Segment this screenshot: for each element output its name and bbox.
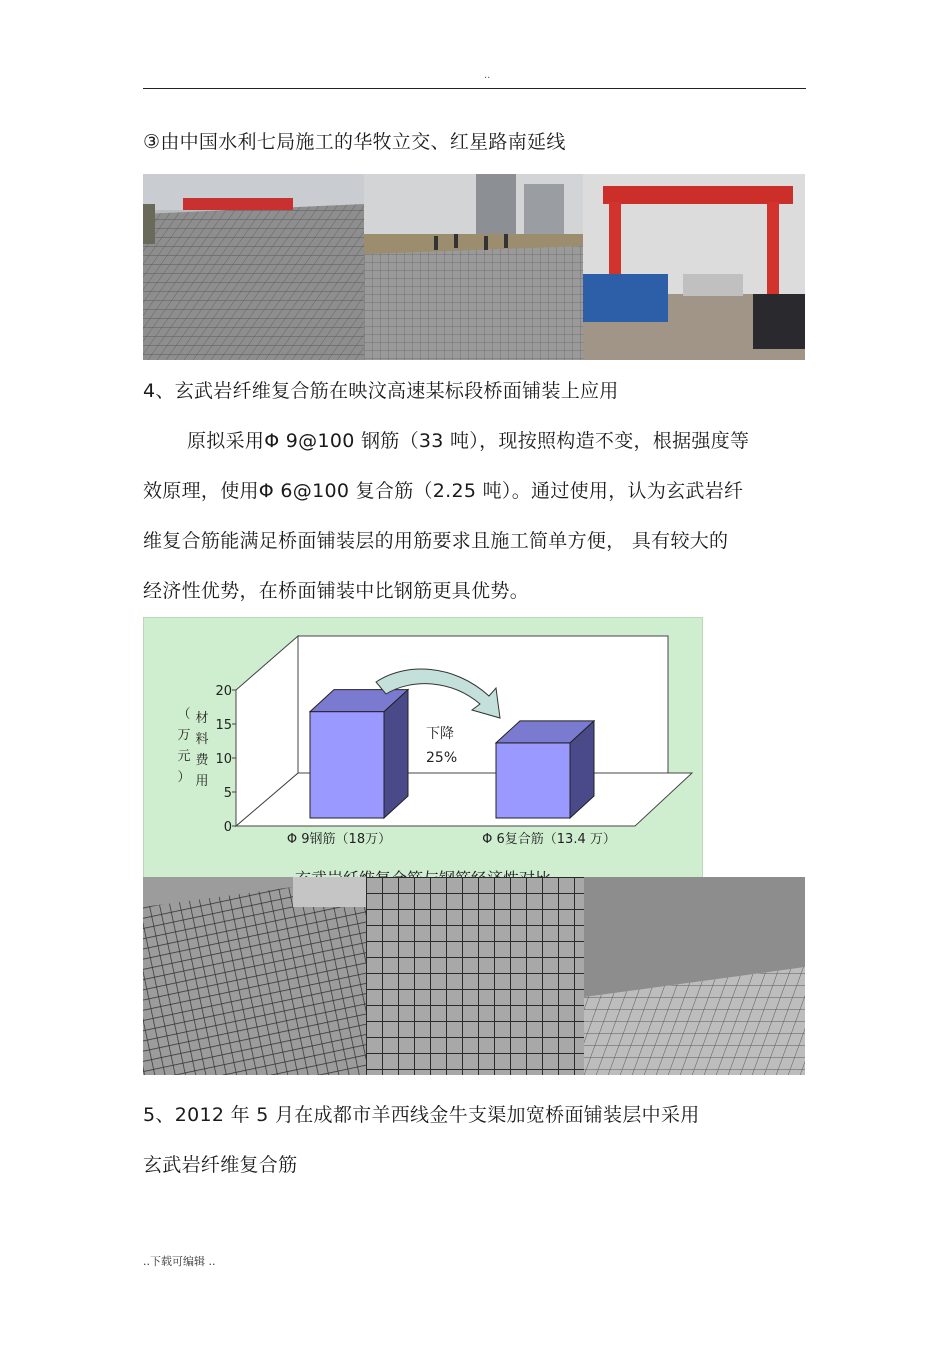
cost-comparison-chart (144, 618, 702, 863)
annotation-percent: 25% (426, 750, 458, 766)
bar-front-1 (310, 712, 384, 818)
section4-line-1: 原拟采用Φ 9@100 钢筋（33 吨），现按照构造不变，根据强度等 (187, 430, 750, 452)
section3-heading: ③由中国水利七局施工的华牧立交、红星路南延线 (143, 131, 566, 153)
y-label-char: ） (177, 770, 191, 785)
y-tick-label: 20 (215, 684, 232, 699)
y-label-char: 料 (195, 732, 209, 747)
x-tick-label: Φ 6复合筋（13.4 万） (482, 832, 616, 847)
section5-line-1: 5、2012 年 5 月在成都市羊西线金牛支渠加宽桥面铺装层中采用 (143, 1104, 700, 1126)
concrete-mesh-photo (584, 877, 805, 1075)
gate-photo (583, 174, 805, 360)
section5-line-2: 玄武岩纤维复合筋 (143, 1154, 298, 1176)
y-label-char: （ (177, 707, 191, 722)
y-tick-label: 0 (223, 820, 232, 835)
bar-front-2 (496, 743, 570, 818)
annotation-decline: 下降 (426, 726, 454, 742)
site-mesh-photo (364, 174, 583, 360)
mesh-closeup-photo (143, 877, 366, 1075)
x-tick-label: Φ 9钢筋（18万） (286, 832, 392, 847)
y-tick-label: 10 (215, 752, 232, 767)
y-axis-label (177, 707, 209, 789)
y-label-char: 万 (177, 728, 191, 743)
section4-line-4: 经济性优势，在桥面铺装中比钢筋更具优势。 (143, 580, 530, 602)
chart-container (143, 617, 703, 895)
header-dots: .. (484, 70, 491, 81)
section4-line-3: 维复合筋能满足桥面铺装层的用筋要求且施工简单方便， 具有较大的 (143, 530, 729, 552)
photo-row-top (143, 174, 805, 360)
grid-mesh-photo (366, 877, 584, 1075)
header-rule (143, 88, 806, 89)
y-label-char: 材 (195, 711, 209, 726)
section4-line-2: 效原理，使用Φ 6@100 复合筋（2.25 吨）。通过使用，认为玄武岩纤 (143, 480, 744, 502)
y-tick-label: 5 (223, 786, 232, 801)
y-tick-label: 15 (215, 718, 232, 733)
chart-floor (236, 773, 692, 826)
section4-heading: 4、玄武岩纤维复合筋在映汶高速某标段桥面铺装上应用 (143, 380, 619, 402)
y-label-char: 用 (195, 774, 209, 789)
y-label-char: 元 (177, 749, 191, 764)
photo-row-bottom (143, 877, 805, 1075)
y-label-char: 费 (195, 753, 209, 768)
footer-text: ..下载可编辑 .. (143, 1255, 216, 1268)
road-rebar-photo (143, 174, 364, 360)
